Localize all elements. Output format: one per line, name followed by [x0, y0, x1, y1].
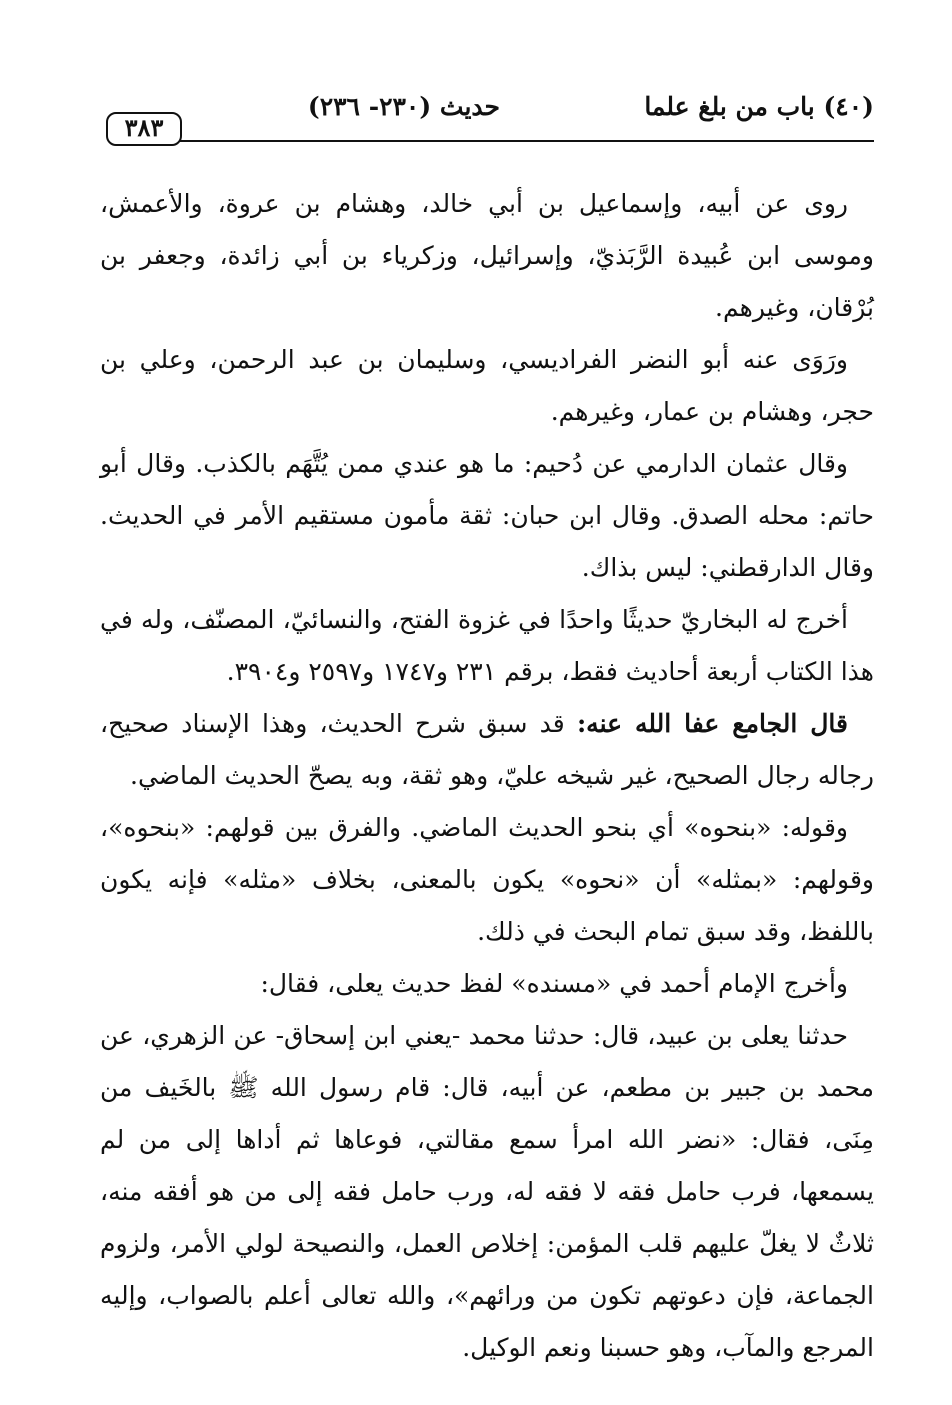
paragraph-narrators	[100, 178, 874, 334]
paragraph-compiler-note	[100, 698, 874, 802]
hadith-range: حديث (٢٣٠- ٢٣٦)	[307, 92, 500, 121]
chapter-title: (٤٠) باب من بلغ علما	[644, 92, 874, 121]
paragraph-text: أخرج له البخاريّ حديثًا واحدًا في غزوة الفتح، والنسائيّ، المصنّف، وله في هذا الكتاب أربعة أحاديث فقط، برقم ٢٣١ و١٧٤٧ و٢٥٩٧ و٣٩٠٤.	[100, 605, 874, 686]
paragraph-students	[100, 334, 874, 438]
paragraph-text: روى عن أبيه، وإسماعيل بن أبي خالد، وهشام بن عروة، والأعمش، وموسى ابن عُبيدة الرَّبَذيّ، وإسرائيل، وزكرياء بن أبي زائدة، وجعفر بن بُرْقان، وغيرهم.	[100, 189, 874, 322]
book-page	[100, 86, 874, 1362]
paragraph-grading	[100, 438, 874, 594]
body-text	[100, 178, 874, 1374]
page-number: ٣٨٣	[106, 112, 182, 146]
paragraph-lead: قال الجامع عفا الله عنه:	[576, 709, 848, 738]
paragraph-terminology	[100, 802, 874, 958]
paragraph-text: حدثنا يعلى بن عبيد، قال: حدثنا محمد -يعني ابن إسحاق- عن الزهري، عن محمد بن جبير بن مطعم، عن أبيه، قال: قام رسول الله ﷺ بالخَيف من مِنَى، فقال: «نضر الله امرأ سمع مقالتي، فوعاها ثم أداها إلى من لم يسمعها، فرب حامل فقه لا فقه له، ورب حامل فقه إلى من هو أفقه منه، ثلاثٌ لا يغلّ عليهم قلب المؤمن: إخلاص العمل، والنصيحة لولي الأمر، ولزوم الجماعة، فإن دعوتهم تكون من ورائهم»، والله تعالى أعلم بالصواب، وإليه المرجع والمآب، وهو حسبنا ونعم الوكيل.	[100, 1021, 874, 1362]
paragraph-text: ورَوَى عنه أبو النضر الفراديسي، وسليمان بن عبد الرحمن، وعلي بن حجر، وهشام بن عمار، وغيرهم.	[100, 345, 874, 426]
paragraph-text: وقوله: «بنحوه» أي بنحو الحديث الماضي. والفرق بين قولهم: «بنحوه»، وقولهم: «بمثله» أن «نحوه» يكون بالمعنى، بخلاف «مثله» فإنه يكون باللفظ، وقد سبق تمام البحث في ذلك.	[100, 813, 874, 946]
page-header	[100, 86, 874, 148]
paragraph-text: وقال عثمان الدارمي عن دُحيم: ما هو عندي ممن يُتَّهَم بالكذب. وقال أبو حاتم: محله الصدق. وقال ابن حبان: ثقة مأمون مستقيم الأمر في الحديث. وقال الدارقطني: ليس بذاك.	[100, 449, 874, 582]
paragraph-sources	[100, 594, 874, 698]
paragraph-musnad-intro	[100, 958, 874, 1010]
paragraph-text: قد سبق شرح الحديث، وهذا الإسناد صحيح، رجاله رجال الصحيح، غير شيخه عليّ، وهو ثقة، وبه يصحّ الحديث الماضي.	[100, 709, 874, 790]
paragraph-hadith-text	[100, 1010, 874, 1374]
header-divider	[180, 140, 874, 142]
paragraph-text: وأخرج الإمام أحمد في «مسنده» لفظ حديث يعلى، فقال:	[260, 969, 848, 998]
